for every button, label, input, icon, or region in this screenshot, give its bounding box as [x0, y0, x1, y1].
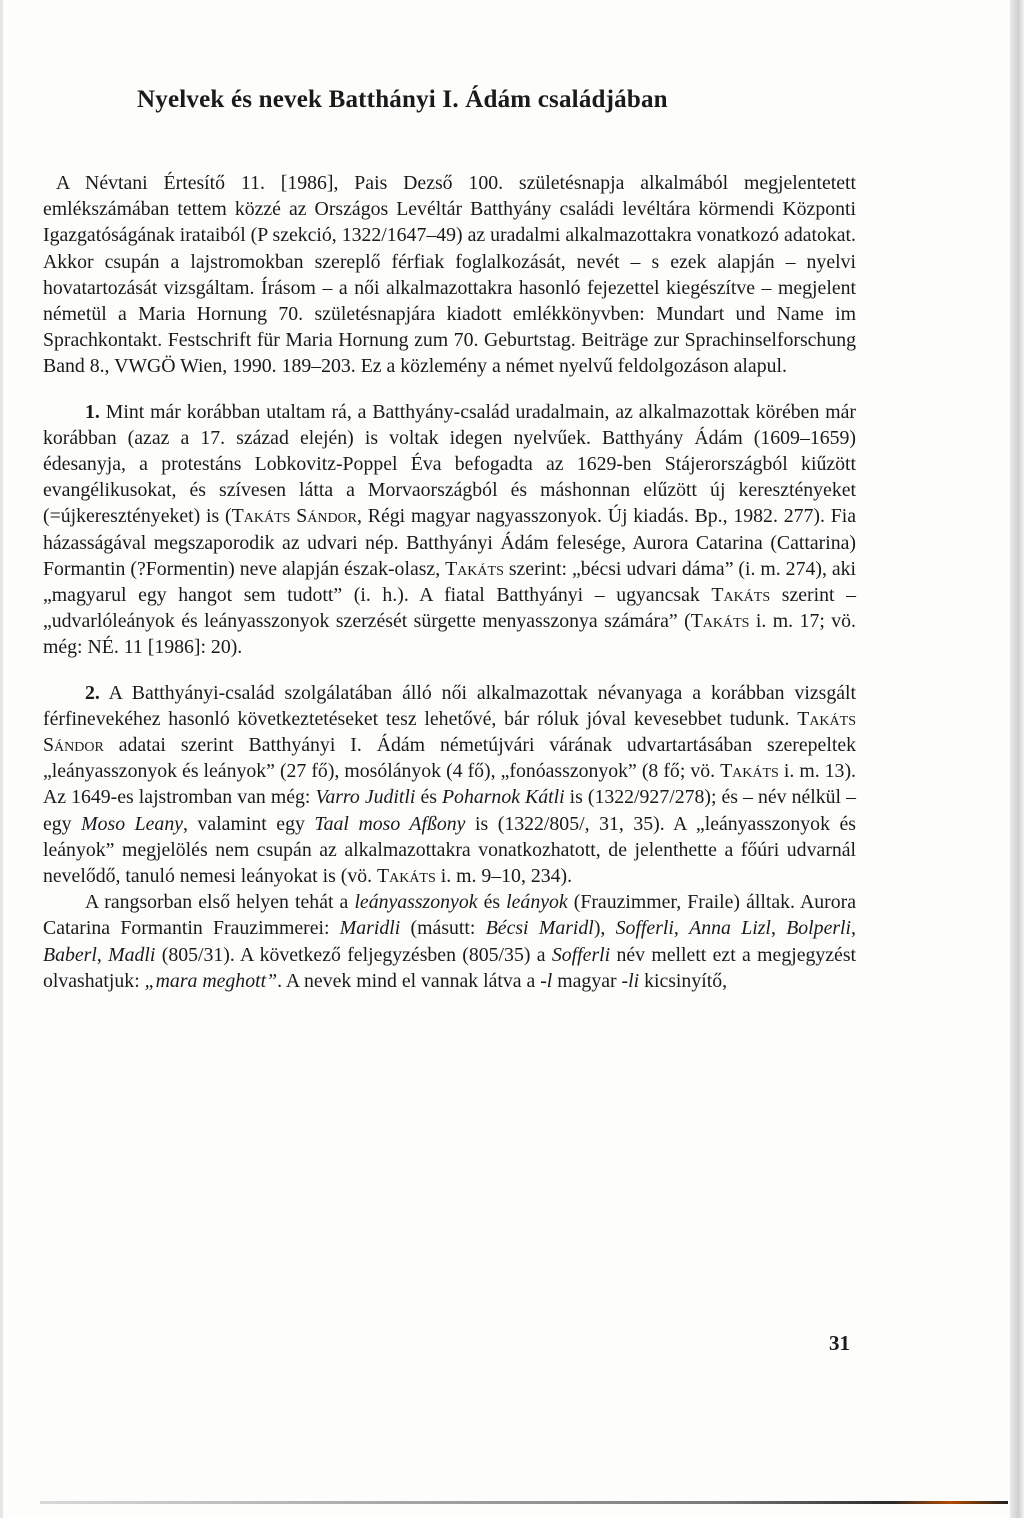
paragraph-text: kicsinyítő, — [639, 969, 728, 992]
italic-name: Moso Leany — [81, 812, 183, 835]
italic-term: leányok — [506, 891, 568, 914]
italic-name: Bécsi Maridl — [485, 917, 594, 940]
scan-right-edge — [1010, 0, 1024, 1518]
paragraph-text: szerint – „udvarlóleányok és leányasszonyok szerzését sürgette menyasszonya számára” ( — [43, 584, 856, 633]
paragraph-text: , — [851, 917, 856, 940]
paragraph-text: , — [673, 917, 690, 940]
author-name: Takáts — [690, 610, 750, 633]
paragraph-text: , Régi magyar nagyasszonyok. Új kiadás. Bp., 1982. 277). Fia házasságával megszaporodik az udvari nép. Batthyányi Ádám felesége, Aurora Catarina (Cattarina) Formantin (?Formentin) neve alapján észak-olasz, — [43, 505, 856, 580]
author-name: Takáts — [711, 584, 771, 607]
paragraph-text: adatai szerint Batthyányi I. Ádám németújvári várának udvartartásában szerepeltek „leányasszonyok és leányok” (27 fő), mosólányok (4 fő), „fonóasszonyok” (8 fő; vö. — [43, 734, 856, 783]
paragraph-text: , valamint egy — [183, 812, 315, 835]
section-2-paragraph — [43, 680, 856, 890]
paragraph-text: , — [770, 917, 787, 940]
italic-name: Madli — [108, 943, 156, 966]
scan-bottom-rule — [40, 1501, 1008, 1504]
author-name: Takáts — [377, 865, 436, 888]
paragraph-text: i. m. 13). Az 1649-es lajstromban van még: — [43, 760, 856, 809]
paragraph-text: (másutt: — [400, 917, 486, 940]
article-body — [43, 170, 856, 994]
paragraph-text: is (1322/805/, 31, 35). A „leányasszonyok és leányok” megjelölés nem csupán az alkalmazottakra vonatkozhatott, de jelenthette a főúri udvarnál nevelődő, tanuló nemesi leányokat is (vö. — [43, 812, 856, 888]
page-number: 31 — [829, 1331, 850, 1355]
italic-term: leányasszonyok — [354, 891, 478, 914]
article-title: Nyelvek és nevek Batthányi I. Ádám családjában — [137, 86, 668, 113]
italic-name: Anna Lizl — [689, 917, 771, 940]
section-number: 1. — [85, 400, 100, 423]
italic-name: Sofferli — [551, 943, 611, 966]
italic-name: Taal moso Afßony — [314, 812, 466, 835]
paragraph-text: ), — [593, 917, 616, 940]
italic-name: Baberl — [43, 943, 97, 966]
paragraph-text: A Batthyányi-család szolgálatában álló női alkalmazottak névanyaga a korábban vizsgált férfinevekéhez hasonló következtetéseket tesz lehetővé, bár róluk jóval kevesebbet tudunk. — [43, 681, 856, 730]
italic-name: Maridli — [339, 917, 401, 940]
paragraph-text: , — [96, 943, 109, 966]
paragraph-text: . A nevek mind el vannak látva a — [277, 969, 541, 992]
scan-left-edge — [0, 0, 3, 1518]
italic-name: Sofferli — [615, 917, 674, 940]
paragraph-text: szerint: „bécsi udvari dáma” (i. m. 274), aki „magyarul egy hangot sem tudott” (i. h.). A fiatal Batthyányi – ugyancsak — [43, 557, 857, 607]
author-name: Takáts Sándor — [231, 505, 358, 528]
italic-name: Varro Juditli — [315, 786, 416, 809]
paragraph-text: i. m. 17; vö. még: NÉ. 11 [1986]: 20). — [43, 610, 856, 659]
italic-name: Bolperli — [786, 917, 852, 940]
italic-suffix: -li — [621, 969, 640, 992]
paragraph-text: (805/31). A következő feljegyzésben (805/35) a — [155, 943, 552, 966]
paragraph-text: név mellett ezt a megjegyzést olvashatjuk: — [43, 943, 857, 992]
paragraph-text: Mint már korábban utaltam rá, a Batthyány-család uradalmain, az alkalmazottak körében már korábban (azaz a 17. század elején) is voltak idegen nyelvűek. Batthyány Ádám (1609–1659) édesanyja, a protestáns Lobkovitz-Poppel Éva befogadta az 1629-ben Stájerországból kiűzött evangélikusokat, és szívesen látta a Morvaországból és máshonnan elűzött új keresztényeket (=újkeresztényeket) is ( — [43, 400, 856, 528]
section-number: 2. — [85, 681, 100, 704]
italic-name: Poharnok Kátli — [441, 786, 565, 809]
paragraph-text: is (1322/927/278); és – név nélkül – egy — [43, 786, 856, 835]
intro-paragraph: A Névtani Értesítő 11. [1986], Pais Dezső 100. születésnapja alkalmából megjelentetett emlékszámában tettem közzé az Országos Levéltár Batthyány családi levéltára körmendi Központi Igazgatóságának irataiból (P szekció, 1322/1647–49) az uradalmi alkalmazottakra vonatkozó adatokat. Akkor csupán a lajstromokban szereplő férfiak foglalkozását, nevét – s ezek alapján – nyelvi hovatartozását vizsgáltam. Írásom – a női alkalmazottakra hasonló fejezettel kiegészítve – megjelent németül a Maria Hornung 70. születésnapjára kiadott emlékkönyvben: Mundart und Name im Sprachkontakt. Festschrift für Maria Hornung zum 70. Geburtstag. Beiträge zur Sprachinselforschung Band 8., VWGÖ Wien, 1990. 189–203. Ez a közlemény a német nyelvű feldolgozáson alapul. — [43, 172, 856, 378]
ranking-paragraph — [43, 889, 856, 994]
italic-quote: „mara meghott” — [144, 969, 278, 992]
author-name: Takáts — [720, 760, 779, 783]
paragraph-text: i. m. 9–10, 234). — [435, 865, 573, 888]
author-name: Takáts Sándor — [43, 707, 856, 757]
paragraph-text: (Frauzimmer, Fraile) álltak. Aurora Catarina Formantin Frauzimmerei: — [43, 891, 856, 940]
paragraph-text: magyar — [552, 969, 622, 992]
paragraph-text: és — [415, 786, 442, 809]
section-1-paragraph — [43, 399, 856, 661]
italic-suffix: -l — [540, 969, 553, 992]
paragraph-text: és — [477, 891, 507, 914]
paragraph-text: A rangsorban első helyen tehát a — [85, 891, 355, 914]
author-name: Takáts — [445, 557, 504, 580]
